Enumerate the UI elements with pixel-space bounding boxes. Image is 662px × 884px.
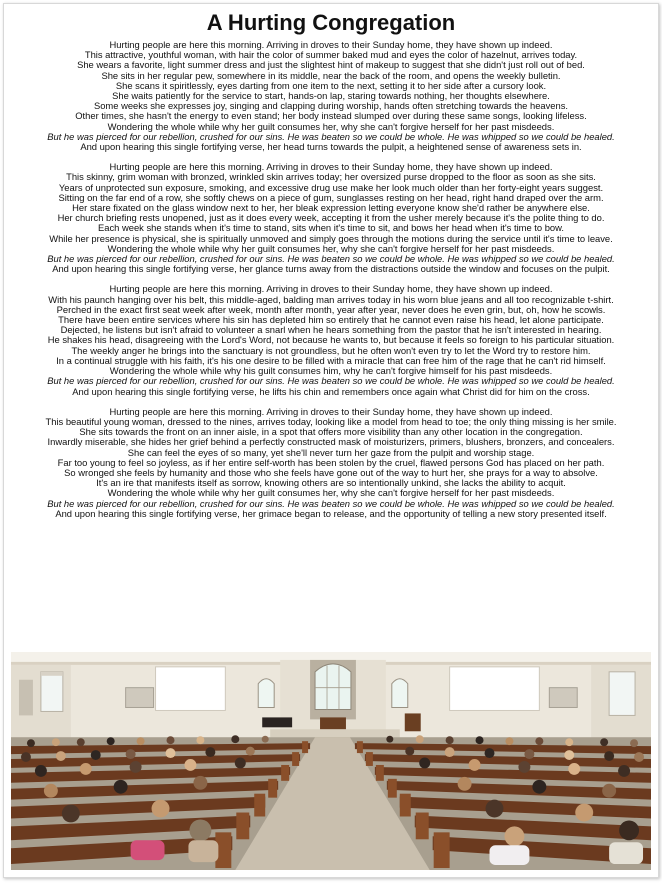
piano: [262, 717, 292, 727]
poem-line: This skinny, grim woman with bronzed, wrinkled skin arrives today; her oversized purse dropped to the floor as soon as she sits.: [66, 172, 596, 183]
right-window: [609, 672, 635, 716]
poem-line: While her presence is physical, she is spiritually unmoved and simply goes through the motions during the service until it's time to leave.: [49, 233, 613, 244]
poem-line: There have been entire services where his sin has depleted him so entirely that he cannot even raise his head, let alone participate.: [58, 315, 604, 326]
stanza: [4, 284, 658, 396]
poem-line: Her stare fixated on the glass window next to her, her bleak expression letting everyone know she'd rather be anywhere else.: [72, 203, 590, 214]
poem-line: And upon hearing this single fortifying verse, he lifts his chin and remembers once again what Christ did for him on the cross.: [72, 386, 590, 397]
side-arched-window-left: [258, 679, 274, 708]
left-screen: [156, 667, 226, 711]
left-window: [41, 672, 63, 712]
poem-line: Dejected, he listens but isn't afraid to volunteer a snarl when he hears something from the pastor that he isn't interested in hearing.: [60, 325, 602, 336]
poem-line: Hurting people are here this morning. Arriving in droves to their Sunday home, they have shown up indeed.: [109, 406, 553, 417]
poem-line: Each week she stands when it's time to stand, sits when it's time to sit, and bows her head when it's time to bow.: [97, 223, 565, 234]
poem-line: Years of unprotected sun exposure, smoking, and excessive drug use make her look much older than her forty-eight years suggest.: [58, 182, 604, 193]
poem-line: She wears a favorite, light summer dress and just the slightest hint of makeup to suggest that she didn't just roll out of bed.: [77, 60, 585, 71]
poem-line: She scans it spiritlessly, eyes darting from one item to the next, setting it to her side after a cursory look.: [115, 80, 547, 91]
poem-line: Hurting people are here this morning. Arriving in droves to their Sunday home, they have shown up indeed.: [109, 284, 553, 295]
poem-line: Far too young to feel so joyless, as if her entire self-worth has been stolen by the cruel, flawed persons God has placed on her path.: [57, 457, 605, 468]
poem-line: In a continual struggle with his faith, it's his one desire to be filled with a miracle that can free him of the rage that he can't rid himself.: [56, 355, 606, 366]
poem-line: Other times, she hasn't the energy to even stand; her body instead slumped over during these same songs, looking lifeless.: [75, 111, 587, 122]
pulpit: [320, 717, 346, 729]
poem-line: This beautiful young woman, dressed to the nines, arrives today, looking like a model from head to toe; the only thing missing is her smile.: [45, 416, 617, 427]
sanctuary-illustration: [11, 652, 651, 870]
center-arched-window: [315, 664, 351, 710]
scripture-line: But he was pierced for our rebellion, crushed for our sins. He was beaten so we could be whole. He was whipped so we could be healed.: [47, 498, 615, 509]
poem-line: Her church briefing rests unopened, just as it does every week, accepting it from the usher merely because it's the polite thing to do.: [57, 213, 605, 224]
lectern: [405, 713, 421, 731]
church-sanctuary-photo: [11, 652, 651, 870]
poem-line: And upon hearing this single fortifying verse, her grimace began to release, and the opportunity of telling a new story presented itself.: [55, 508, 607, 519]
poem-line: And upon hearing this single fortifying verse, her glance turns away from the distractions outside the window and focuses on the pulpit.: [52, 264, 610, 275]
poem-line: The weekly anger he brings into the sanctuary is not groundless, but he often won't even try to let the Word try to restore him.: [71, 345, 591, 356]
poem-line: She sits towards the front on an inner aisle, in a spot that offers more visibility than any other location in the congregation.: [79, 427, 583, 438]
poem-line: It's an ire that manifests itself as sorrow, knowing others are so intentionally unkind, she lacks the ability to acquit.: [96, 478, 566, 489]
person-pink-top: [131, 840, 165, 860]
stanza: [4, 162, 658, 274]
scripture-line: But he was pierced for our rebellion, crushed for our sins. He was beaten so we could be whole. He was whipped so we could be healed.: [47, 254, 615, 265]
poem-line: So wronged she feels by humanity and those who she feels have gone out of the way to hurt her, she prays for a way to absolve.: [64, 467, 598, 478]
poem-line: Inwardly miserable, she hides her grief behind a perfectly constructed mask of moisturizers, primers, blushers, bronzers, and concealers.: [47, 437, 615, 448]
poem-line: Hurting people are here this morning. Arriving in droves to their Sunday home, they have shown up indeed.: [109, 40, 553, 50]
stanza: [4, 40, 658, 152]
stanza: [4, 407, 658, 519]
scripture-line: But he was pierced for our rebellion, crushed for our sins. He was beaten so we could be whole. He was whipped so we could be healed.: [47, 131, 615, 142]
poem-line: She can feel the eyes of so many, yet she'll never turn her gaze from the pulpit and worship stage.: [127, 447, 535, 458]
page-title: A Hurting Congregation: [206, 10, 456, 35]
poem-line: With his paunch hanging over his belt, this middle-aged, balding man arrives today in his worn blue jeans and all too recognizable t-shirt.: [48, 294, 614, 305]
side-arched-window-right: [392, 679, 408, 708]
poem-line: This attractive, youthful woman, with hair the color of summer baked mud and eyes the color of hazelnut, arrives today.: [84, 50, 578, 61]
poem-line: Wondering the whole while why her guilt consumes her, why she can't forgive herself for her past misdeeds.: [107, 243, 555, 254]
document-page: [3, 3, 659, 878]
poem-line: Sitting on the far end of a row, she softly chews on a piece of gum, sunglasses resting on her head, right hand draped over the arm.: [58, 192, 604, 203]
poem-line: Wondering the whole while why her guilt consumes her, why she can't forgive herself for her past misdeeds.: [107, 121, 555, 132]
stage-step: [270, 729, 400, 737]
poem-line: She waits patiently for the service to start, hands-on lap, staring towards nothing, her thoughts elsewhere.: [112, 91, 550, 102]
poem-line: And upon hearing this single fortifying verse, her head turns towards the pulpit, a heightened sense of awareness sets in.: [80, 142, 582, 153]
poem-line: He shakes his head, disagreeing with the Lord's Word, not because he wants to, but because it feels so foreign to his particular situation.: [47, 335, 615, 346]
right-speaker: [549, 688, 577, 708]
poem-line: Wondering the whole while why her guilt consumes her, why she can't forgive herself for her past misdeeds.: [107, 488, 555, 499]
poem-line: Perched in the exact first seat week after week, month after month, year after year, never does he even grin, but, oh, how he scowls.: [56, 304, 606, 315]
scripture-line: But he was pierced for our rebellion, crushed for our sins. He was beaten so we could be whole. He was whipped so we could be healed.: [47, 376, 615, 387]
poem-line: Some weeks she expresses joy, singing and clapping during worship, hands often stretching towards the heavens.: [93, 101, 569, 112]
poem-body: [4, 40, 658, 519]
poem-line: She sits in her regular pew, somewhere in its middle, near the back of the room, and opens the weekly bulletin.: [101, 70, 561, 81]
right-screen: [450, 667, 540, 711]
poem-line: Hurting people are here this morning. Arriving in droves to their Sunday home, they have shown up indeed.: [109, 162, 553, 173]
poem-line: Wondering the whole while why his guilt consumes him, why he can't forgive himself for his past misdeeds.: [109, 366, 553, 377]
left-speaker: [126, 688, 154, 708]
